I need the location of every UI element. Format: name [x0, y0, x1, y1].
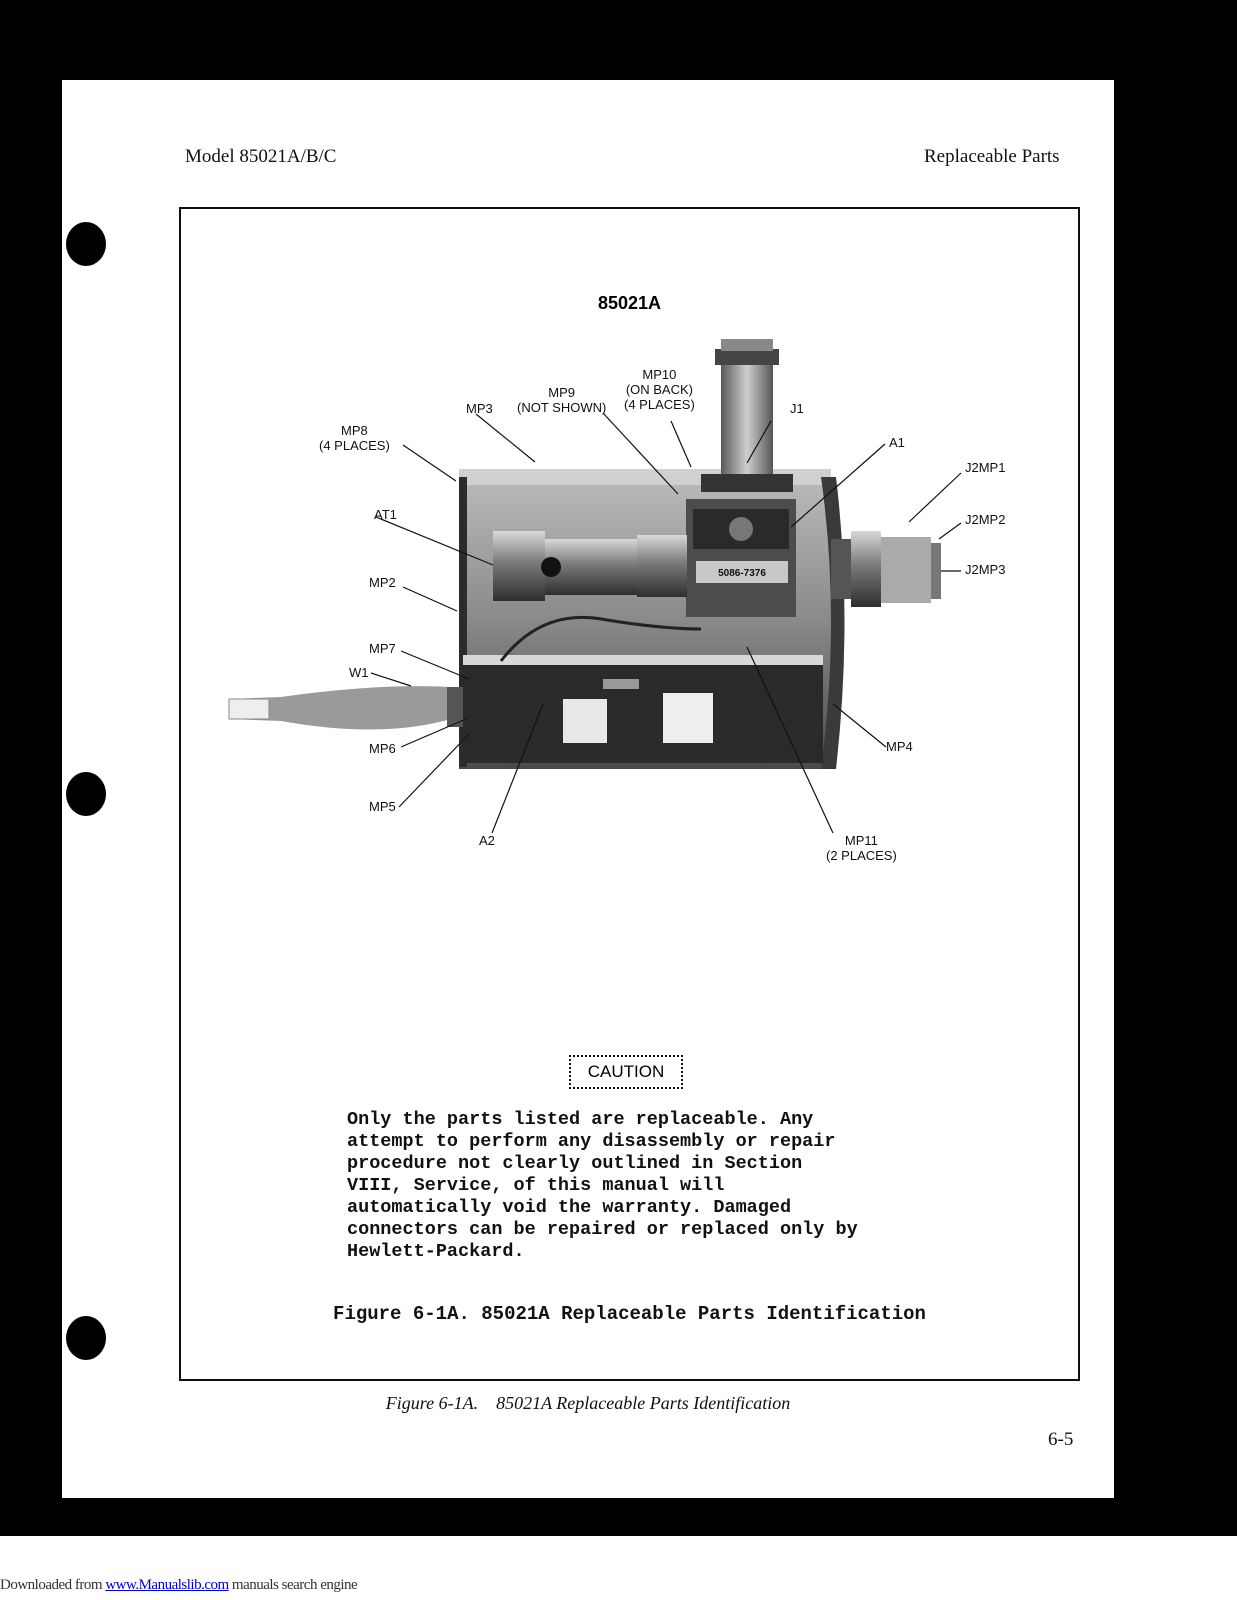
figure-frame [179, 207, 1080, 1381]
footer-suffix: manuals search engine [228, 1577, 358, 1593]
label-mp5: MP5 [369, 799, 396, 814]
binder-hole-top [66, 222, 106, 266]
header-section: Replaceable Parts [924, 146, 1060, 167]
label-mp4: MP4 [886, 739, 913, 754]
label-at1: AT1 [374, 507, 397, 522]
parts-photo [181, 209, 1078, 909]
manual-page [62, 80, 1114, 1498]
binder-hole-middle [66, 772, 106, 816]
w1-cable [229, 686, 463, 729]
caution-heading: CAUTION [569, 1055, 683, 1089]
page-number: 6-5 [1048, 1429, 1074, 1450]
figure-title: 85021A [597, 293, 662, 313]
header-model: Model 85021A/B/C [185, 146, 337, 167]
j2-connector [831, 531, 941, 607]
figure-caption-typed: Figure 6-1A. 85021A Replaceable Parts Identification [333, 1303, 926, 1325]
label-mp3: MP3 [466, 401, 493, 416]
label-a1: A1 [889, 435, 905, 450]
label-j2mp2: J2MP2 [965, 512, 1006, 527]
label-a2: A2 [479, 833, 495, 848]
label-j2mp1: J2MP1 [965, 460, 1006, 475]
label-j2mp3: J2MP3 [965, 562, 1006, 577]
label-w1: W1 [349, 665, 369, 680]
label-j1: J1 [790, 401, 804, 416]
manualslib-link[interactable]: www.Manualslib.com [105, 1577, 229, 1593]
label-mp7: MP7 [369, 641, 396, 656]
a1-coupler [686, 499, 796, 617]
figure-caption: Figure 6-1A. 85021A Replaceable Parts Identification [385, 1393, 791, 1413]
label-mp8: MP8 (4 PLACES) [319, 423, 390, 453]
download-footer [0, 1577, 357, 1594]
label-mp9: MP9 (NOT SHOWN) [517, 385, 607, 415]
footer-prefix: Downloaded from [0, 1577, 106, 1593]
caution-text: Only the parts listed are replaceable. Any attempt to perform any disassembly or repair procedure not clearly outlined in Section VIII, Service, of this manual will automatically void the warranty. Damaged connectors can be repaired or replaced only by Hewlett-Packard. [347, 1109, 858, 1262]
label-mp2: MP2 [369, 575, 396, 590]
part-marking: 5086-7376 [718, 568, 766, 579]
label-mp11: MP11 (2 PLACES) [826, 833, 897, 863]
label-mp10: MP10 (ON BACK) (4 PLACES) [624, 367, 695, 412]
binder-hole-bottom [66, 1316, 106, 1360]
at1-attenuator [493, 531, 687, 601]
label-mp6: MP6 [369, 741, 396, 756]
